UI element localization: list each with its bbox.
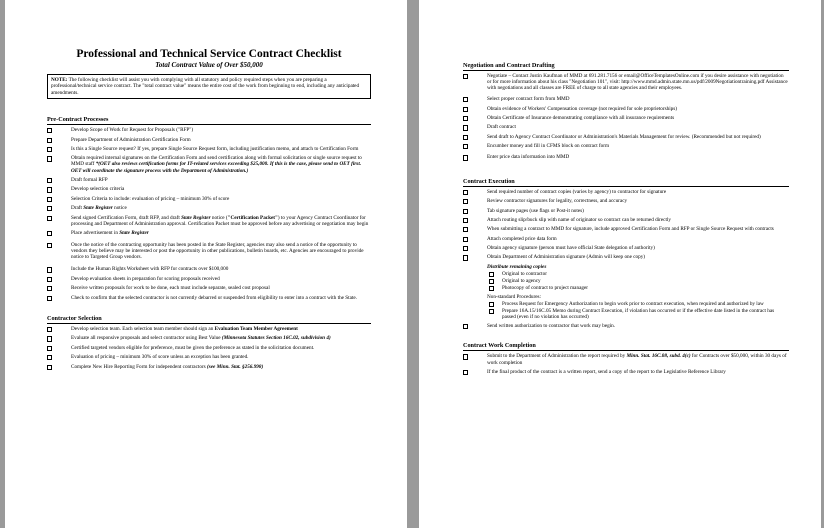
checkbox[interactable] bbox=[463, 217, 471, 223]
checkbox[interactable] bbox=[463, 124, 471, 130]
checklist-item: Send draft to Agency Contract Coordinator or Administration's Materials Management for review. (Recommended but not required) bbox=[463, 134, 789, 140]
checklist-item: Prepare Department of Administration Certification Form bbox=[47, 137, 371, 143]
checkbox[interactable] bbox=[47, 196, 55, 202]
checkbox[interactable] bbox=[463, 236, 471, 242]
checklist-item: Complete New Hire Reporting Form for independent contractors (see Minn. Stat. §256.998) bbox=[47, 364, 371, 370]
checkbox[interactable] bbox=[47, 354, 55, 360]
checklist-item: Send required number of contract copies (varies by agency) to contractor for signature bbox=[463, 189, 789, 195]
checklist-item: Non-standard Procedures: bbox=[487, 293, 542, 300]
checkbox[interactable] bbox=[463, 369, 471, 375]
checklist-item: Tab signature pages (use flags or Post-it notes) bbox=[463, 208, 789, 214]
section-heading-pre-contract: Pre-Contract Processes bbox=[47, 116, 371, 125]
note-label: NOTE: bbox=[51, 77, 68, 83]
section-heading-negotiation: Negotiation and Contract Drafting bbox=[463, 62, 789, 71]
sub-item: Photocopy of contract to project manager bbox=[489, 285, 789, 291]
section-heading-contract-execution: Contract Execution bbox=[463, 178, 789, 187]
checkbox[interactable] bbox=[47, 215, 55, 227]
checkbox[interactable] bbox=[47, 127, 55, 133]
checklist-item: Evaluate all responsive proposals and select contractor using Best Value (Minnesota Statutes Section 16C.02, subdivision 4) bbox=[47, 335, 371, 341]
checklist-item: Attach routing slip/buck slip with name of originator so contract can be returned directly bbox=[463, 217, 789, 223]
checklist-item: Include the Human Rights Worksheet with RFP for contracts over $100,000 bbox=[47, 266, 371, 272]
checklist-item: Obtain evidence of Workers' Compensation coverage (not required for sole proprietorships) bbox=[463, 106, 789, 112]
checkbox[interactable] bbox=[489, 285, 497, 291]
checklist-item: Submit to the Department of Administration the report required by Minn. Stat. 16C.08, subd. 4(c) for Contracts over $50,000, within 30 days of work completion bbox=[463, 353, 789, 365]
checklist-item: Enter price data information into MMD bbox=[463, 154, 789, 160]
checklist-item: Develop selection criteria bbox=[47, 186, 371, 192]
document-title: Professional and Technical Service Contract Checklist bbox=[76, 48, 342, 60]
checkbox[interactable] bbox=[463, 245, 471, 251]
checkbox[interactable] bbox=[463, 143, 471, 149]
checkbox[interactable] bbox=[489, 271, 497, 277]
checklist-item: If the final product of the contract is a written report, send a copy of the report to the Legislative Reference Library bbox=[463, 369, 789, 375]
checkbox[interactable] bbox=[47, 137, 55, 143]
checklist-item: Negotiate – Contact Justin Kaufman of MMD at 691.281.7156 or email@OfficeTemplatesOnline.com if you desire assistance with negotiation or for more information about his class "Negotiation 101", visit: http://www.mmd.admin.state.mn.us/pdf/2009Negotiationtraining.pdf Assistance with negotiations and all classes are FREE of charge to all state agencies and their employees. bbox=[463, 73, 789, 91]
sub-item: Original to agency bbox=[489, 278, 789, 284]
checklist-item: Send written authorization to contractor that work may begin. bbox=[463, 323, 789, 329]
checkbox[interactable] bbox=[489, 308, 497, 320]
checklist-item: Distribute remaining copies bbox=[487, 263, 547, 270]
checkbox[interactable] bbox=[47, 155, 55, 173]
section-heading-work-completion: Contract Work Completion bbox=[463, 342, 789, 351]
checkbox[interactable] bbox=[47, 242, 55, 260]
checklist-item: Draft contract bbox=[463, 124, 789, 130]
checkbox[interactable] bbox=[47, 266, 55, 272]
checkbox[interactable] bbox=[489, 278, 497, 284]
checklist-item: Obtain Department of Administration signature (Admin will keep one copy) bbox=[463, 254, 789, 260]
checkbox[interactable] bbox=[463, 154, 471, 160]
checkbox[interactable] bbox=[463, 189, 471, 195]
checkbox[interactable] bbox=[47, 326, 55, 332]
checklist-item: Draft formal RFP bbox=[47, 177, 371, 183]
checklist-item: Send signed Certification Form, draft RFP, and draft State Register notice ("Certification Packet") to your Agency Contract Coordinator for processing and Department of Administration approval. Certification Packet must be approved before any advertising or negotiation may begin bbox=[47, 215, 371, 227]
checklist-item: Draft State Register notice bbox=[47, 205, 371, 211]
checklist-item: Receive written proposals for work to be done, each must include separate, sealed cost proposal bbox=[47, 285, 371, 291]
checkbox[interactable] bbox=[47, 186, 55, 192]
checkbox[interactable] bbox=[463, 198, 471, 204]
section-heading-contractor-selection: Contractor Selection bbox=[47, 315, 371, 324]
checklist-item: Certified targeted vendors eligible for preference, must be given the preference as stated in the solicitation document. bbox=[47, 345, 371, 351]
checklist-item: Is this a Single Source request? If yes, prepare Single Source Request form, including justification memo, and attach to Certification Form bbox=[47, 146, 371, 152]
checklist-item: Once the notice of the contracting opportunity has been posted in the State Register, agencies may also send a notice of the opportunity to vendors they believe may be interested or post the opportunity in other publications, bulletin boards, etc. Agencies are encouraged to provide notice to Targeted Group vendors. bbox=[47, 242, 371, 260]
checkbox[interactable] bbox=[47, 146, 55, 152]
checkbox[interactable] bbox=[47, 345, 55, 351]
checkbox[interactable] bbox=[463, 353, 471, 365]
checklist-item: Obtain required internal signatures on the Certification Form and send certification along with formal solicitation or single source request to MMD staff *(OET also reviews certification forms for IT-related services exceeding $25,000. If this is the case, please send to OET first. OET will coordinate the signature process with the Department of Administration.) bbox=[47, 155, 371, 173]
checkbox[interactable] bbox=[47, 285, 55, 291]
checkbox[interactable] bbox=[47, 364, 55, 370]
checkbox[interactable] bbox=[463, 96, 471, 102]
sub-item: Prepare 16A.15/16C.05 Memo during Contract Execution, if violation has occurred or if the effective date listed in the contract has passed (even if no violation has occurred) bbox=[489, 308, 789, 320]
document-subtitle: Total Contract Value of Over $50,000 bbox=[155, 61, 263, 69]
sub-item: Process Request for Emergency Authorization to begin work prior to contract execution, when required and authorized by law bbox=[489, 301, 789, 307]
checkbox[interactable] bbox=[47, 276, 55, 282]
checkbox[interactable] bbox=[463, 208, 471, 214]
checkbox[interactable] bbox=[47, 205, 55, 211]
checklist-item: Encumber money and fill in CFMS block on contract form bbox=[463, 143, 789, 149]
document-page-1 bbox=[5, 0, 407, 528]
checklist-item: Check to confirm that the selected contractor is not currently debarred or suspended from eligibility to enter into a contract with the State. bbox=[47, 295, 371, 301]
checkbox[interactable] bbox=[47, 295, 55, 301]
checkbox[interactable] bbox=[463, 134, 471, 140]
checkbox[interactable] bbox=[463, 226, 471, 232]
checklist-item: Develop evaluation sheets in preparation for scoring proposals received bbox=[47, 276, 371, 282]
checklist-item: When submitting a contract to MMD for signature, include approved Certification Form and RFP or Single Source Request with contracts bbox=[463, 226, 789, 232]
checkbox[interactable] bbox=[463, 254, 471, 260]
checklist-item: Develop selection team. Each selection team member should sign an Evaluation Team Member Agreement bbox=[47, 326, 371, 332]
checklist-item: Obtain Certificate of Insurance demonstrating compliance with all insurance requirements bbox=[463, 115, 789, 121]
checklist-item: Place advertisement in State Register bbox=[47, 230, 371, 236]
checklist-item: Review contractor signatures for legality, correctness, and accuracy bbox=[463, 198, 789, 204]
note-box bbox=[47, 74, 371, 99]
sub-item: Original to contractor bbox=[489, 271, 789, 277]
checklist-item: Select proper contract form from MMD bbox=[463, 96, 789, 102]
checklist-item: Develop Scope of Work for Request for Proposals ("RFP") bbox=[47, 127, 371, 133]
checkbox[interactable] bbox=[47, 335, 55, 341]
checkbox[interactable] bbox=[463, 323, 471, 329]
checkbox[interactable] bbox=[47, 230, 55, 236]
checklist-item: Obtain agency signature (person must have official State delegation of authority) bbox=[463, 245, 789, 251]
checkbox[interactable] bbox=[489, 301, 497, 307]
checkbox[interactable] bbox=[47, 177, 55, 183]
checklist-item: Attach completed price data form bbox=[463, 236, 789, 242]
checklist-item: Selection Criteria to include: evaluation of pricing – minimum 30% of score bbox=[47, 196, 371, 202]
checkbox[interactable] bbox=[463, 73, 471, 91]
checkbox[interactable] bbox=[463, 115, 471, 121]
checklist-item: Evaluation of pricing – minimum 30% of score unless an exception has been granted. bbox=[47, 354, 371, 360]
note-text: The following checklist will assist you with complying with all statutory and policy required steps when you are preparing a professional/technical service contract. The "total contract value" means the entire cost of the work from beginning to end, including any anticipated amendments. bbox=[51, 77, 360, 96]
document-page-2 bbox=[419, 0, 821, 528]
checkbox[interactable] bbox=[463, 106, 471, 112]
